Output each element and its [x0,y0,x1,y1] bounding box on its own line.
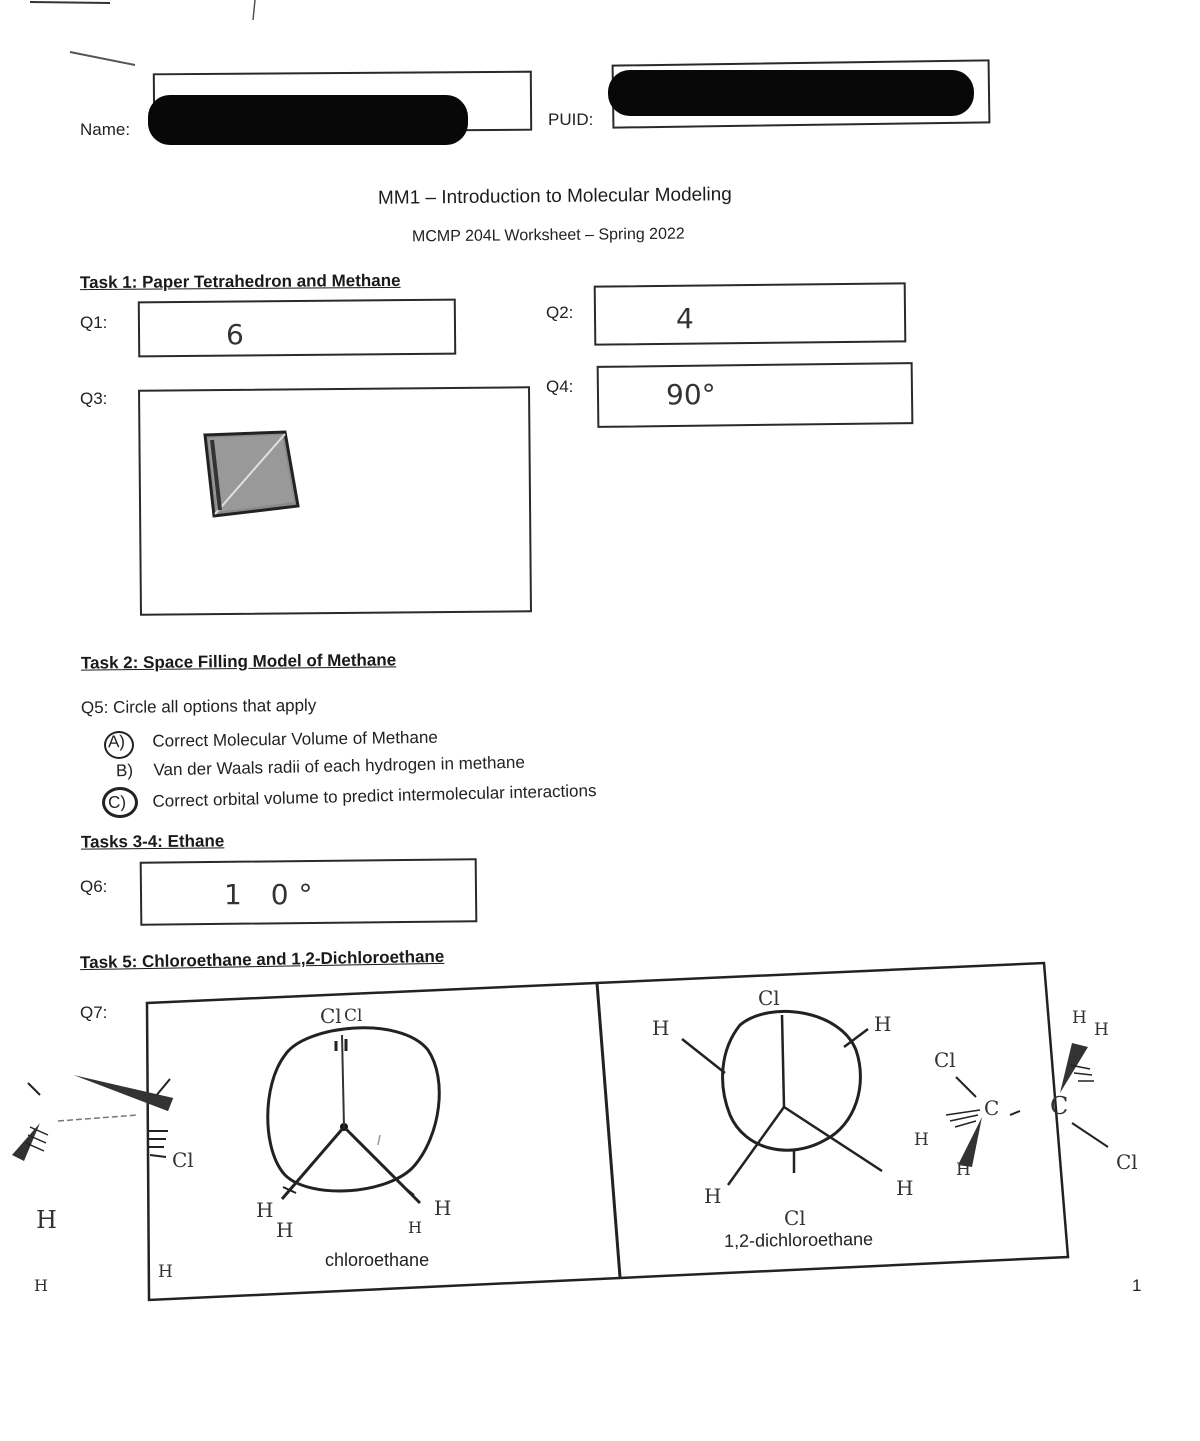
left-newman-h-1: H [256,1198,274,1222]
top-edge-marks [0,0,1200,70]
right-newman-h-lower-left: H [704,1184,722,1208]
task2-heading: Task 2: Space Filling Model of Methane [80,650,397,673]
page-number: 1 [1132,1276,1142,1295]
tetrahedron-net-drawing [200,430,310,525]
name-label: Name: [80,120,131,139]
q6-answer: 1 0° [224,878,323,911]
q5-option-c-circle [102,787,138,818]
right-caption: 1,2-dichloroethane [723,1228,874,1252]
right-newman-h-lower-right: H [896,1176,914,1200]
right-wedge-cl-2: Cl [1116,1150,1138,1174]
left-wedge-h-1: H [34,1276,48,1295]
left-newman-cl-2: Cl [344,1006,363,1026]
right-newman-cl-bottom: Cl [784,1206,806,1230]
puid-label: PUID: [548,110,594,129]
option-a-text: Correct Molecular Volume of Methane [152,727,438,751]
q5-option-a[interactable] [108,728,438,753]
q3-label: Q3: [80,389,108,408]
right-wedge-c-1: C [984,1096,1000,1120]
left-newman-h-2: H [276,1218,294,1242]
task5-heading: Task 5: Chloroethane and 1,2-Dichloroethane [79,946,445,973]
left-wedge-h-2: H [158,1262,173,1282]
q4-label: Q4: [546,377,574,396]
left-wedge-cl: Cl [172,1148,194,1172]
q6-label: Q6: [80,877,108,896]
right-wedge-h-3: H [1072,1008,1087,1028]
left-newman-circle [268,1028,440,1191]
q3-answer-box[interactable] [138,386,532,615]
name-redaction [148,95,468,145]
right-wedge-h-1: H [914,1130,929,1150]
puid-redaction [608,70,974,116]
q5-option-b[interactable] [116,753,525,782]
q1-answer: 6 [226,318,244,351]
left-newman-h-4: H [434,1196,452,1220]
page-subtitle: MCMP 204L Worksheet – Spring 2022 [411,225,685,246]
right-newman-h-right: H [874,1012,892,1036]
q7-drawing-area [0,955,1200,1315]
task34-heading: Tasks 3-4: Ethane [80,831,225,852]
q5-prompt: Q5: Circle all options that apply [80,695,317,718]
q1-answer-box[interactable] [138,299,456,358]
right-newman-h-left: H [652,1016,670,1040]
right-wedge-c-2: C [1050,1092,1069,1120]
q4-answer: 90° [666,378,716,411]
right-wedge-h-4: H [1094,1020,1109,1040]
right-wedge-h-2: H [956,1160,971,1180]
right-newman-circle [723,1011,861,1150]
q5-option-a-circle [104,731,134,759]
option-b-text: Van der Waals radii of each hydrogen in methane [153,752,525,780]
page-title: MM1 – Introduction to Molecular Modeling [377,184,732,209]
right-wedge-cl-1: Cl [934,1048,956,1072]
q5-option-c[interactable] [108,781,597,813]
q2-label: Q2: [546,303,574,322]
option-c-letter: C) [107,792,127,812]
q2-answer-box[interactable] [594,282,907,345]
left-newman-cl-1: Cl [320,1004,342,1028]
q7-label: Q7: [80,1003,108,1022]
right-newman-cl-top: Cl [758,986,780,1010]
q7-divider [597,983,620,1277]
left-caption: chloroethane [325,1250,430,1270]
option-c-text: Correct orbital volume to predict intermolecular interactions [152,781,597,811]
q2-answer: 4 [676,302,694,335]
q4-answer-box[interactable] [597,362,914,428]
option-b-letter: B) [115,760,134,781]
q1-label: Q1: [80,313,108,332]
left-wedge-c: H [36,1206,57,1234]
task1-heading: Task 1: Paper Tetrahedron and Methane [79,270,401,293]
option-a-letter: A) [107,732,126,752]
left-newman-h-3: H [408,1218,422,1237]
